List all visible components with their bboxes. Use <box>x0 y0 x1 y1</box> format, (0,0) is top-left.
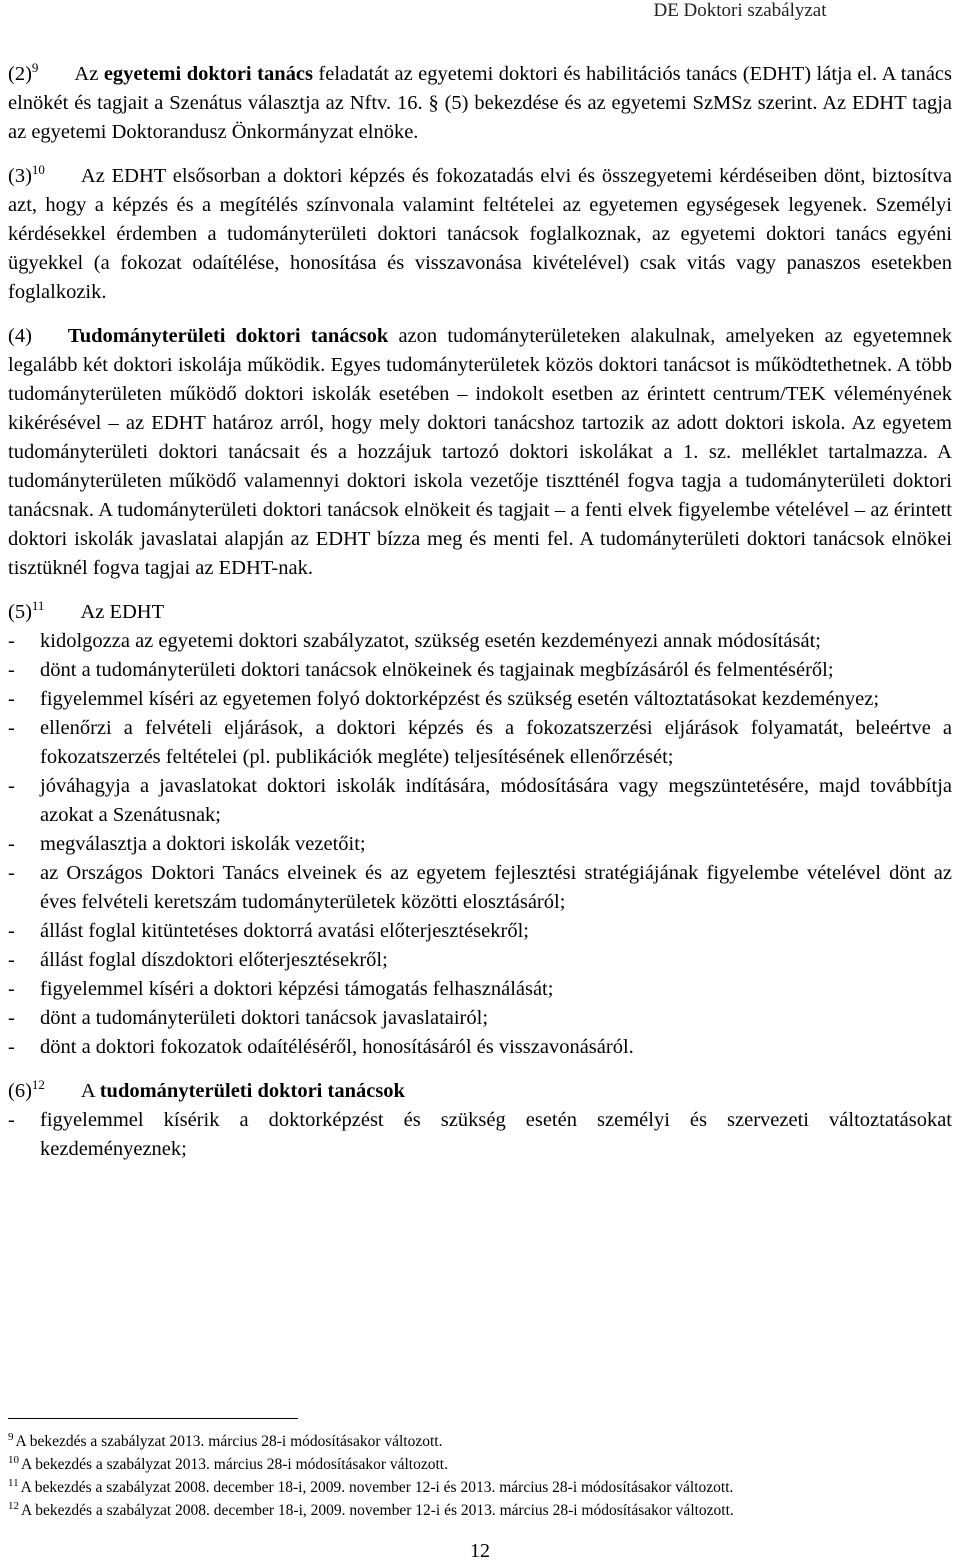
list-item <box>8 1033 952 1062</box>
list-item <box>8 830 952 859</box>
footnote-number: 11 <box>8 1477 19 1489</box>
paragraph-number: $(6)^{12}$ <box>8 1077 45 1102</box>
list-item <box>8 627 952 656</box>
bold-term: egyetemi doktori tanács <box>103 63 313 85</box>
footnote-text: A bekezdés a szabályzat 2013. március 28-i módosításakor változott. <box>21 1456 448 1473</box>
dash-marker: - <box>8 688 15 710</box>
dash-marker: - <box>8 862 15 884</box>
footnote-text: A bekezdés a szabályzat 2013. március 28-i módosításakor változott. <box>15 1433 443 1450</box>
list-item <box>8 859 952 917</box>
footnote-number: 12 <box>8 1500 19 1512</box>
dash-marker: - <box>8 1007 15 1029</box>
footnote-text: A bekezdés a szabályzat 2008. december 18-i, 2009. november 12-i és 2013. március 28-i módosításakor változott. <box>21 1502 734 1519</box>
list-item <box>8 1106 952 1164</box>
paragraph-number: (4) <box>8 325 32 347</box>
bold-term: Tudományterületi doktori tanácsok <box>67 325 389 347</box>
list-item-text: állást foglal kitüntetéses doktorrá avatási előterjesztésekről; <box>40 920 529 942</box>
bold-term: tudományterületi doktori tanácsok <box>99 1080 405 1102</box>
dash-marker: - <box>8 717 15 739</box>
list-item <box>8 685 952 714</box>
footnote-ref: 9 <box>31 60 39 75</box>
list-item-text: jóváhagyja a javaslatokat doktori iskolák indítására, módosítására vagy megszüntetésére, majd továbbítja azokat a Szenátusnak; <box>40 775 952 826</box>
dash-marker: - <box>8 1109 15 1131</box>
dash-marker: - <box>8 920 15 942</box>
paragraph-3: $(3)^{10}$ Az EDHT elsősorban a doktori képzés és fokozatadás elvi és összegyetemi kérdéseiben dönt, biztosítva azt, hogy a képzés és a megítélés színvonala valamint feltételei az egyetemen egységesek legyenek. Személyi kérdésekkel érdemben a tudományterületi doktori tanácsok foglalkoznak, az egyetemi doktori tanács egyéni ügyekkel (a fokozat odaítélése, honosítása és visszavonása kivételével) csak vitás vagy panaszos esetekben foglalkozik. <box>8 162 952 303</box>
footnote <box>8 1499 952 1522</box>
paragraph-number: $(5)^{11}$ <box>8 598 45 623</box>
paragraph-4: (4) Tudományterületi doktori tanácsok azon tudományterületeken alakulnak, amelyeken az egyetemnek legalább két doktori iskolája működik. Egyes tudományterületek közös doktori tanácsot is működtethetnek. A több tudományterületen működő doktori iskolák esetében – indokolt esetben az érintett centrum/TEK véleményének kikérésével – az EDHT határoz arról, hogy mely doktori tanácshoz tartozik az adott doktori iskola. Az egyetem tudományterületi doktori tanácsait és a hozzájuk tartozó doktori iskolákat a 1. sz. melléklet tartalmazza. A tudományterületen működő valamennyi doktori iskola vezetője tisztténél fogva tagja a tudományterületi doktori tanácsnak. A tudományterületi doktori tanácsok elnökeit és tagjait – a fenti elvek figyelembe vételével – az érintett doktori iskolák javaslatai alapján az EDHT bízza meg és menti fel. A tudományterületi doktori tanácsok elnökei tisztüknél fogva tagjai az EDHT-nak. <box>8 325 952 579</box>
council-duties-list <box>8 1106 952 1164</box>
list-item-text: dönt a doktori fokozatok odaítéléséről, honosításáról és visszavonásáról. <box>40 1036 634 1058</box>
list-item <box>8 656 952 685</box>
list-item <box>8 917 952 946</box>
paragraph-6-heading: $(6)^{12}$ A tudományterületi doktori tanácsok <box>8 1077 405 1102</box>
page-number: 12 <box>470 1540 490 1562</box>
footnote-number: 10 <box>8 1454 19 1466</box>
list-item <box>8 946 952 975</box>
paragraph-number: $(2)^9$ <box>8 60 39 85</box>
dash-marker: - <box>8 1036 15 1058</box>
list-item-text: dönt a tudományterületi doktori tanácsok javaslatairól; <box>40 1007 489 1029</box>
footnote-separator <box>8 1418 298 1419</box>
list-item-text: dönt a tudományterületi doktori tanácsok elnökeinek és tagjainak megbízásáról és felmentéséről; <box>40 659 834 681</box>
list-item <box>8 975 952 1004</box>
list-item <box>8 714 952 772</box>
dash-marker: - <box>8 775 15 797</box>
footnote-text: A bekezdés a szabályzat 2008. december 18-i, 2009. november 12-i és 2013. március 28-i módosításakor változott. <box>20 1479 734 1496</box>
list-item-text: figyelemmel kísérik a doktorképzést és szükség esetén személyi és szervezeti változtatásokat kezdeményeznek; <box>40 1109 952 1160</box>
document-body <box>8 60 952 1164</box>
dash-marker: - <box>8 630 15 652</box>
list-item-text: ellenőrzi a felvételi eljárások, a doktori képzés és a fokozatszerzési eljárások folyamatát, beleértve a fokozatszerzés feltételei (pl. publikációk megléte) teljesítésének ellenőrzését; <box>40 717 952 768</box>
footnote-ref: 10 <box>31 162 45 177</box>
paragraph-5-heading: $(5)^{11}$ Az EDHT <box>8 598 165 623</box>
list-item-text: figyelemmel kíséri a doktori képzési támogatás felhasználását; <box>40 978 554 1000</box>
dash-marker: - <box>8 833 15 855</box>
footnote-ref: 12 <box>31 1077 45 1092</box>
footnotes <box>8 1430 952 1522</box>
list-item-text: kidolgozza az egyetemi doktori szabályzatot, szükség esetén kezdeményezi annak módosítását; <box>40 630 821 652</box>
dash-marker: - <box>8 978 15 1000</box>
list-item-text: az Országos Doktori Tanács elveinek és az egyetem fejlesztési stratégiájának figyelembe vételével dönt az éves felvételi keretszám tudományterületek közötti elosztásáról; <box>40 862 952 913</box>
paragraph-number: $(3)^{10}$ <box>8 162 45 187</box>
footnote <box>8 1476 952 1499</box>
edht-duties-list <box>8 627 952 1062</box>
document-title: DE Doktori szabályzat <box>653 0 827 21</box>
page-header <box>0 0 960 22</box>
dash-marker: - <box>8 949 15 971</box>
paragraph-2: $(2)^9$ Az egyetemi doktori tanács feladatát az egyetemi doktori és habilitációs tanács (EDHT) látja el. A tanács elnökét és tagjait a Szenátus választja az Nftv. 16. § (5) bekezdése és az egyetemi SzMSz szerint. Az EDHT tagja az egyetemi Doktorandusz Önkormányzat elnöke. <box>8 60 953 143</box>
list-item <box>8 772 952 830</box>
footnote <box>8 1453 952 1476</box>
list-item <box>8 1004 952 1033</box>
list-item-text: állást foglal díszdoktori előterjesztésekről; <box>40 949 388 971</box>
footnote-ref: 11 <box>31 598 45 613</box>
dash-marker: - <box>8 659 15 681</box>
list-item-text: megválasztja a doktori iskolák vezetőit; <box>40 833 366 855</box>
footnote <box>8 1430 952 1453</box>
list-item-text: figyelemmel kíséri az egyetemen folyó doktorképzést és szükség esetén változtatásokat kezdeményez; <box>40 688 880 710</box>
footnote-number: 9 <box>8 1431 14 1443</box>
